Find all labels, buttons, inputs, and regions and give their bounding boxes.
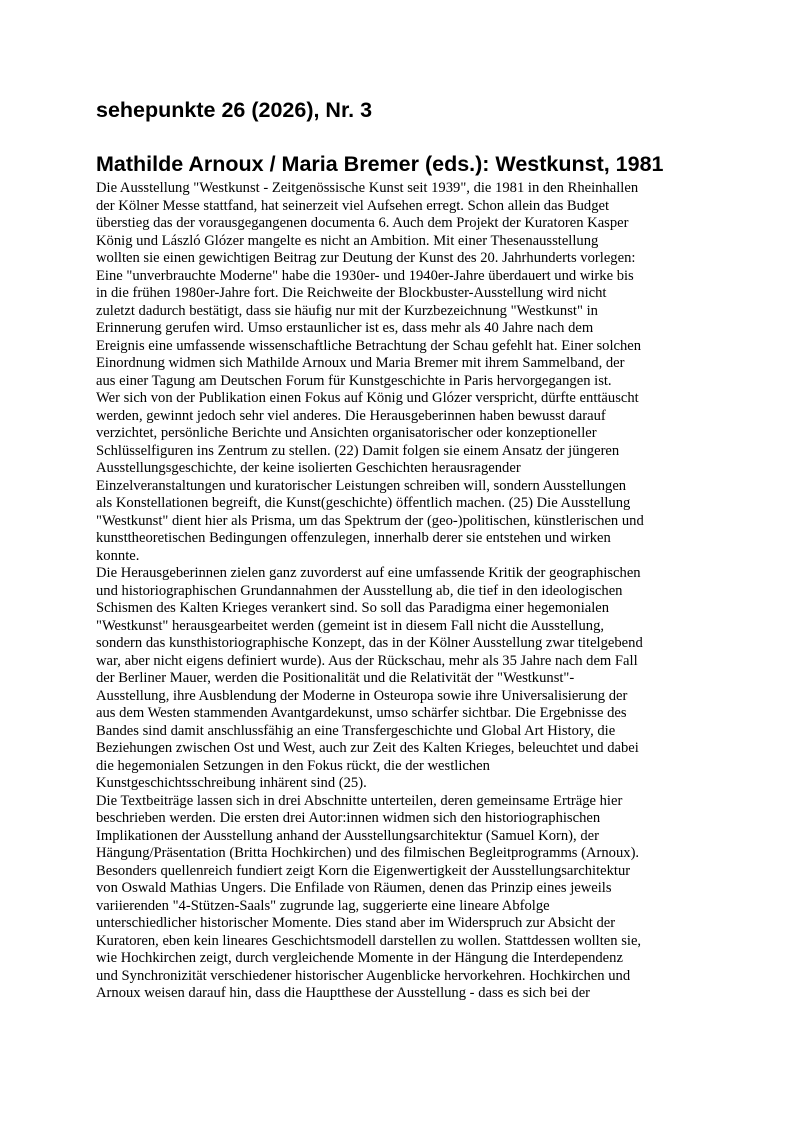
body-text-line: unterschiedlicher historischer Momente. Dies stand aber im Widerspruch zur Absicht der [96, 915, 616, 931]
body-text-line: und historiographischen Grundannahmen der Ausstellung ab, die tief in den ideologischen [96, 582, 623, 599]
body-text-line: konnte. [96, 547, 140, 564]
body-text-line: Einordnung widmen sich Mathilde Arnoux und Maria Bremer mit ihrem Sammelband, der [96, 355, 625, 371]
review-title: Mathilde Arnoux / Maria Bremer (eds.): Westkunst, 1981 [96, 152, 664, 176]
body-text-line: Erinnerung gerufen wird. Umso erstaunlicher ist es, dass mehr als 40 Jahre nach dem [96, 320, 594, 336]
body-text-line: als Konstellationen begreift, die Kunst(geschichte) öffentlich machen. (25) Die Ausstellung [96, 495, 631, 511]
body-text-line: aus einer Tagung am Deutschen Forum für Kunstgeschichte in Paris hervorgegangen ist. [96, 372, 612, 389]
body-text-line: Beziehungen zwischen Ost und West, auch zur Zeit des Kalten Krieges, beleuchtet und dabei [96, 740, 639, 756]
body-text-line: die hegemonialen Setzungen in den Fokus rückt, die der westlichen [96, 757, 490, 774]
review-body-text [96, 180, 708, 1003]
body-text-line: "Westkunst" herausgearbeitet werden (gemeint ist in diesem Fall nicht die Ausstellung, [96, 617, 605, 634]
body-text-line: und Synchronizität verschiedener historischer Augenblicke hervorkehren. Hochkirchen und [96, 967, 631, 984]
body-text-line: Hängung/Präsentation (Britta Hochkirchen) und des filmischen Begleitprogramms (Arnoux). [96, 845, 640, 861]
body-text-line: "Westkunst" dient hier als Prisma, um das Spektrum der (geo-)politischen, künstlerischen und [96, 512, 644, 529]
body-text-line: Arnoux weisen darauf hin, dass die Hauptthese der Ausstellung - dass es sich bei der [96, 985, 591, 1001]
body-text-line: aus dem Westen stammenden Avantgardekunst, umso schärfer sichtbar. Die Ergebnisse des [96, 705, 627, 721]
body-text-line: Implikationen der Ausstellung anhand der Ausstellungsarchitektur (Samuel Korn), der [96, 827, 599, 844]
body-text-line: war, aber nicht eigens definiert wurde). Aus der Rückschau, mehr als 35 Jahre nach dem Fall [96, 652, 638, 669]
body-text-line: verzichtet, persönliche Berichte und Ansichten organisatorischer oder konzeptioneller [96, 425, 597, 441]
body-text-line: Die Herausgeberinnen zielen ganz zuvorderst auf eine umfassende Kritik der geographischen [96, 565, 641, 581]
body-text-line: überstieg das der vorausgegangenen documenta 6. Auch dem Projekt der Kuratoren Kasper [96, 215, 629, 231]
body-text-line: der Kölner Messe stattfand, hat seinerzeit viel Aufsehen erregt. Schon allein das Budget [96, 197, 610, 214]
body-text-line: werden, gewinnt jedoch sehr viel anderes. Die Herausgeberinnen haben bewusst darauf [96, 407, 606, 424]
body-text-line: Besonders quellenreich fundiert zeigt Korn die Eigenwertigkeit der Ausstellungsarchitektur [96, 862, 631, 879]
body-text-line: wie Hochkirchen zeigt, durch vergleichende Momente in der Hängung die Interdependenz [96, 950, 623, 966]
body-text-line: König und László Glózer mangelte es nicht an Ambition. Mit einer Thesenausstellung [96, 232, 599, 249]
body-text-line: Ereignis eine umfassende wissenschaftliche Betrachtung der Schau gefehlt hat. Einer solchen [96, 337, 642, 354]
body-text-line: variierenden "4-Stützen-Saals" zugrunde lag, suggerierte eine lineare Abfolge [96, 897, 550, 914]
body-text-line: sondern das kunsthistoriographische Konzept, das in der Kölner Ausstellung zwar titelgebend [96, 635, 643, 651]
body-text-line: der Berliner Mauer, werden die Positionalität und die Relativität der "Westkunst"- [96, 670, 575, 686]
body-text-line: Kuratoren, eben kein lineares Geschichtsmodell darstellen zu wollen. Stattdessen wollten sie, [96, 932, 642, 949]
body-text-line: Ausstellung, ihre Ausblendung der Moderne in Osteuropa sowie ihre Universalisierung der [96, 687, 628, 704]
body-text-line: Eine "unverbrauchte Moderne" habe die 1930er- und 1940er-Jahre überdauert und wirke bis [96, 267, 634, 284]
body-text-line: Kunstgeschichtsschreibung inhärent sind (25). [96, 775, 367, 791]
body-text-line: Wer sich von der Publikation einen Fokus auf König und Glózer verspricht, dürfte enttäuscht [96, 390, 639, 406]
journal-issue-heading: sehepunkte 26 (2026), Nr. 3 [96, 98, 373, 122]
body-text-line: Schlüsselfiguren ins Zentrum zu stellen. (22) Damit folgen sie einem Ansatz der jüngeren [96, 442, 620, 459]
body-text-line: kunsttheoretischen Bedingungen offenzulegen, innerhalb derer sie entstehen und wirken [96, 530, 611, 546]
body-text-line: Die Ausstellung "Westkunst - Zeitgenössische Kunst seit 1939", die 1981 in den Rheinhallen [96, 180, 639, 196]
body-text-line: von Oswald Mathias Ungers. Die Enfilade von Räumen, denen das Prinzip eines jeweils [96, 880, 612, 896]
body-text-line: Bandes sind damit anschlussfähig an eine Transfergeschichte und Global Art History, die [96, 722, 616, 739]
body-text-line: Schismen des Kalten Krieges verankert sind. So soll das Paradigma einer hegemonialen [96, 600, 610, 616]
body-text-line: zuletzt dadurch bestätigt, dass sie häufig nur mit der Kurzbezeichnung "Westkunst" in [96, 302, 598, 319]
body-text-line: Die Textbeiträge lassen sich in drei Abschnitte unterteilen, deren gemeinsame Erträge hier [96, 792, 623, 809]
body-text-line: beschrieben werden. Die ersten drei Autor:innen widmen sich den historiographischen [96, 810, 601, 826]
body-text-line: in die frühen 1980er-Jahre fort. Die Reichweite der Blockbuster-Ausstellung wird nicht [96, 285, 607, 301]
body-text-line: Ausstellungsgeschichte, der keine isolierten Geschichten herausragender [96, 460, 521, 476]
body-text-line: wollten sie einen gewichtigen Beitrag zur Deutung der Kunst des 20. Jahrhunderts vorlegen: [96, 250, 636, 266]
body-text-line: Einzelveranstaltungen und kuratorischer Leistungen schreiben will, sondern Ausstellungen [96, 477, 627, 494]
